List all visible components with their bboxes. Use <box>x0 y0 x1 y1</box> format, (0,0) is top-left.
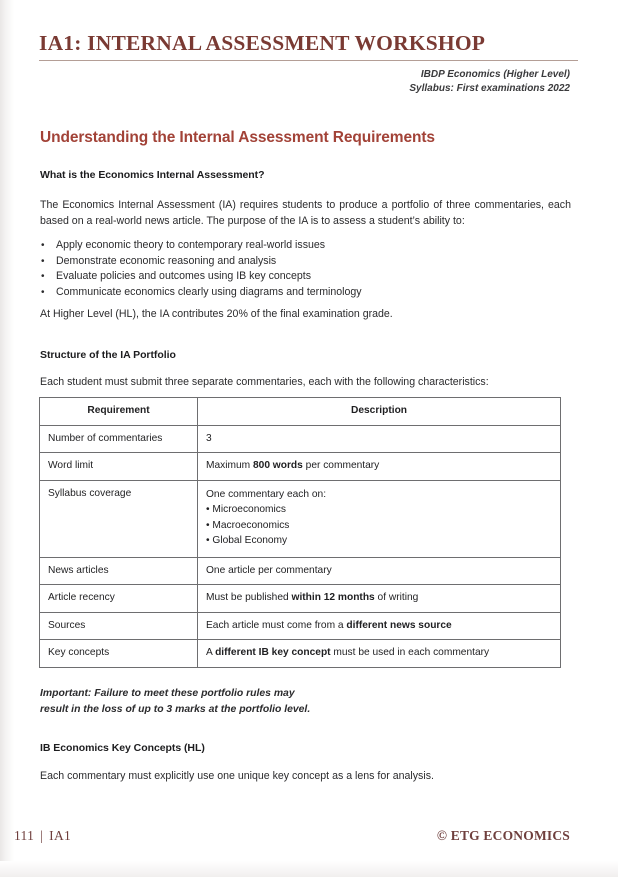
paragraph-ia-intro: The Economics Internal Assessment (IA) requires students to produce a portfolio of three commentaries, each based on a real-world news article. The purpose of the IA is to assess a student’s ability to: <box>40 199 571 227</box>
list-item <box>40 285 560 301</box>
cell-description <box>198 640 561 668</box>
cell-description <box>198 612 561 640</box>
table-header-row <box>40 398 561 426</box>
cell-requirement: Sources <box>40 612 198 640</box>
paragraph-table-intro: Each student must submit three separate commentaries, each with the following characteristics: <box>40 376 489 388</box>
plain-text: of writing <box>374 592 419 603</box>
paragraph-hl-weighting: At Higher Level (HL), the IA contributes 20% of the final examination grade. <box>40 308 393 320</box>
emphasis-text: 800 words <box>252 460 303 471</box>
footer-section-code: IA1 <box>49 828 72 843</box>
bullet-dot-icon: • <box>41 286 45 298</box>
emphasis-text: within 12 months <box>291 592 375 603</box>
section-heading-understanding-requirements: Understanding the Internal Assessment Requirements <box>40 129 435 146</box>
page-edge-shading-left <box>0 0 14 877</box>
cell-description <box>198 453 561 481</box>
page-title: IA1: INTERNAL ASSESSMENT WORKSHOP <box>39 31 486 55</box>
table-row <box>40 480 561 557</box>
subheading-what-is-the-ia: What is the Economics Internal Assessment? <box>40 169 265 181</box>
emphasis-text: different news source <box>346 619 452 631</box>
subtitle-course-line: IBDP Economics (Higher Level) <box>420 69 570 80</box>
subheading-structure-of-portfolio: Structure of the IA Portfolio <box>40 349 176 361</box>
plain-text: A <box>206 647 216 658</box>
important-note-line-2: result in the loss of up to 3 marks at the portfolio level. <box>40 703 311 715</box>
column-header-requirement: Requirement <box>40 398 198 426</box>
cell-description <box>198 425 561 453</box>
plain-text: Each article must come from a <box>206 619 347 631</box>
plain-text: must be used in each commentary <box>330 647 490 658</box>
footer-page-number: 111 <box>14 828 35 843</box>
footer-separator: | <box>40 828 44 843</box>
cell-requirement: Word limit <box>40 453 198 481</box>
title-underline-rule <box>39 60 578 61</box>
cell-requirement: Number of commentaries <box>40 425 198 453</box>
requirements-table <box>39 397 561 668</box>
cell-requirement: Article recency <box>40 585 198 613</box>
table-row <box>40 557 561 585</box>
cell-requirement: Syllabus coverage <box>40 480 198 557</box>
plain-text: One article per commentary <box>206 564 332 576</box>
important-note <box>40 686 310 717</box>
document-subtitle <box>409 68 570 96</box>
cell-text-line: One commentary each on: <box>206 488 327 500</box>
subtitle-syllabus-line: Syllabus: First examinations 2022 <box>409 83 570 94</box>
list-item-label: Communicate economics clearly using diagrams and terminology <box>56 285 362 298</box>
footer-copyright: © ETG ECONOMICS <box>436 828 570 843</box>
plain-text: Must be published <box>206 592 292 603</box>
plain-text: per commentary <box>302 460 380 471</box>
cell-description <box>198 480 561 557</box>
table-row <box>40 612 561 640</box>
bullet-dot-icon: • <box>41 271 45 282</box>
list-item-label: Evaluate policies and outcomes using IB key concepts <box>56 270 311 282</box>
cell-text-line: • Global Economy <box>206 535 288 546</box>
subheading-ib-key-concepts: IB Economics Key Concepts (HL) <box>40 742 205 754</box>
emphasis-text: different IB key concept <box>215 647 331 658</box>
important-note-line-1: Important: Failure to meet these portfolio rules may <box>40 688 295 699</box>
column-header-description: Description <box>198 398 561 426</box>
table-row <box>40 425 561 453</box>
list-item <box>40 269 560 285</box>
cell-text-line: • Microeconomics <box>206 504 286 515</box>
table-row <box>40 453 561 481</box>
list-item-label: Demonstrate economic reasoning and analysis <box>56 254 277 267</box>
bullet-dot-icon: • <box>41 255 45 267</box>
cell-requirement: Key concepts <box>40 640 198 668</box>
page-edge-shading-bottom <box>0 861 618 877</box>
cell-requirement: News articles <box>40 557 198 585</box>
plain-text: Maximum <box>206 460 253 471</box>
list-item <box>40 238 560 254</box>
bullet-dot-icon: • <box>41 240 45 251</box>
paragraph-key-concepts: Each commentary must explicitly use one unique key concept as a lens for analysis. <box>40 770 434 782</box>
table-row <box>40 640 561 668</box>
list-item <box>40 254 560 270</box>
plain-text: 3 <box>206 432 212 444</box>
table-row <box>40 585 561 613</box>
cell-description <box>198 585 561 613</box>
cell-description <box>198 557 561 585</box>
list-item-label: Apply economic theory to contemporary real-world issues <box>56 239 326 251</box>
ability-bullet-list <box>40 238 560 300</box>
cell-text-line: • Macroeconomics <box>206 519 290 531</box>
footer-page-marker <box>14 828 71 844</box>
table-body <box>40 425 561 667</box>
